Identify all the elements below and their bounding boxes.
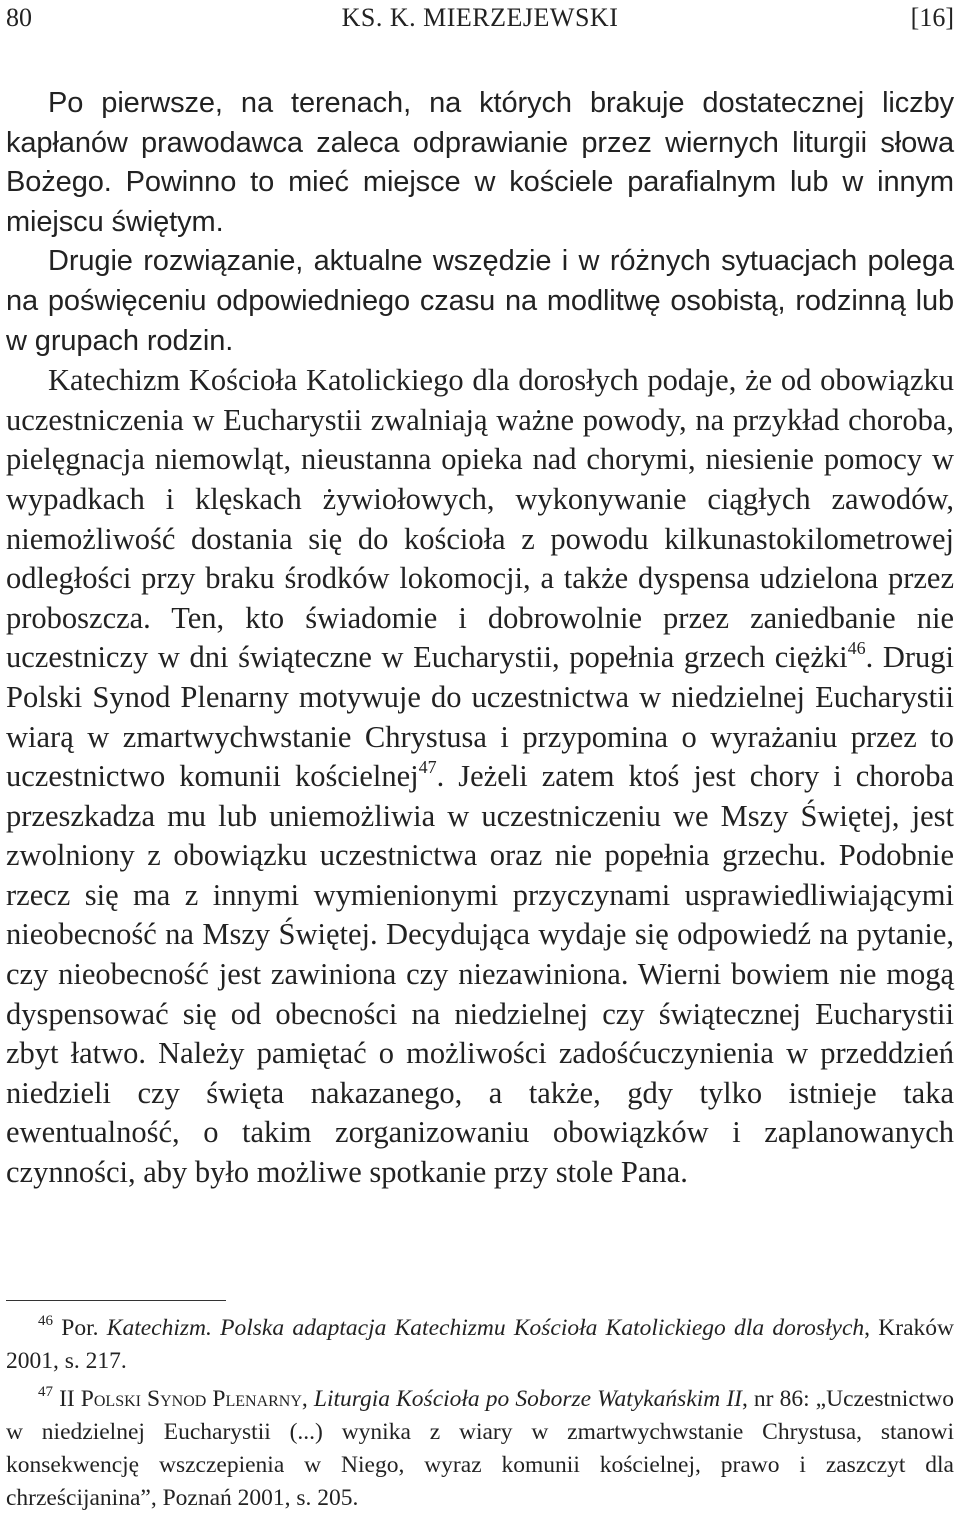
- footnote-46-title: Katechizm. Polska adaptacja Katechizmu Kościoła Katolickiego dla dorosłych: [106, 1315, 865, 1341]
- footnote-47: [6, 1383, 954, 1514]
- paragraph-3-part-c: . Jeżeli zatem ktoś jest chory i choroba przeszkadza mu lub uniemożliwia w uczestniczeniu we Mszy Świętej, jest zwolniony z obowiązku uczestnictwa oraz nie popełnia grzechu. Podobnie rzecz się ma z innymi wymienionymi przyczynami usprawiedliwiającymi nieobecność na Mszy Świętej. Decydująca wydaje się odpowiedź na pytanie, czy nieobecność jest zawiniona czy niezawiniona. Wierni bowiem nie mogą dyspensować się od obecności na niedzielnej czy świątecznej Eucharystii zbyt łatwo. Należy pamiętać o możliwości zadośćuczynienia w przeddzień niedzieli czy święta nakazanego, a także, gdy tylko istnieje taka ewentualność, o takim zorganizowaniu obowiązków i zaplanowanych czynności, aby było możliwe spotkanie przy stole Pana.: [6, 759, 954, 1190]
- footnote-ref-46[interactable]: 46: [847, 638, 866, 659]
- footnote-ref-47[interactable]: 47: [418, 757, 437, 778]
- footnote-47-sep: ,: [301, 1386, 314, 1413]
- footnote-47-number: 47: [38, 1384, 53, 1401]
- section-number: [16]: [910, 3, 954, 32]
- running-title: KS. K. MIERZEJEWSKI: [341, 3, 619, 32]
- paragraph-2: Drugie rozwiązanie, aktualne wszędzie i w różnych sytuacjach polega na poświęceniu odpowiedniego czasu na modlitwę osobistą, rodzinną lub w grupach rodzin.: [6, 245, 954, 357]
- paragraph-3: [6, 361, 954, 1192]
- paragraph-3-part-a: Katechizm Kościoła Katolickiego dla dorosłych podaje, że od obowiązku uczestniczenia w Eucharystii zwalniają ważne powody, na przykład choroba, pielęgnacja niemowląt, nieustanna opieka nad chorymi, niesienie pomocy w wypadkach i klęskach żywiołowych, wykonywanie ciągłych zawodów, niemożliwość dostania się do kościoła z powodu kilkunastokilometrowej odległości przy braku środków lokomocji, a także dyspensa udzielona przez proboszcza. Ten, kto świadomie i dobrowolnie przez zaniedbanie nie uczestniczy w dni świąteczne w Eucharystii, popełnia grzech ciężki: [6, 363, 954, 675]
- footnote-46-number: 46: [38, 1313, 53, 1329]
- paragraph-1: Po pierwsze, na terenach, na których brakuje dostatecznej liczby kapłanów prawodawca zaleca odprawianie przez wiernych liturgii słowa Bożego. Powinno to mieć miejsce w kościele parafialnym lub w innym miejscu świętym.: [6, 87, 954, 238]
- footnote-47-title: Liturgia Kościoła po Soborze Watykańskim II: [313, 1386, 742, 1413]
- running-header: [6, 0, 954, 36]
- body-text: [6, 84, 954, 1193]
- footnotes: [6, 1312, 954, 1514]
- paragraph-3-part-b: . Drugi Polski Synod Plenarny motywuje do uczestnictwa w niedzielnej Eucharystii wiarą w zmartwychwstanie Chrystusa i przypomina o wyrażaniu przez to uczestnictwo komunii kościelnej: [6, 640, 954, 794]
- page: [6, 0, 954, 1511]
- footnote-46-prefix: Por.: [61, 1315, 107, 1341]
- footnote-46: [6, 1312, 954, 1377]
- page-number: 80: [6, 3, 32, 32]
- footnote-separator: [6, 1300, 226, 1301]
- footnote-46-suffix: , Kraków 2001, s. 217.: [6, 1315, 954, 1374]
- footnote-47-author: II Polski Synod Plenarny: [59, 1386, 302, 1413]
- footnote-47-rest: , nr 86: „Uczestnictwo w niedzielnej Eucharystii (...) wynika z wiary w zmartwychwstanie Chrystusa, stanowi konsekwencję wszczepienia w Niego, wyraz komunii kościelnej, prawo i zaszczyt dla chrześcijanina”, Poznań 2001, s. 205.: [6, 1386, 955, 1511]
